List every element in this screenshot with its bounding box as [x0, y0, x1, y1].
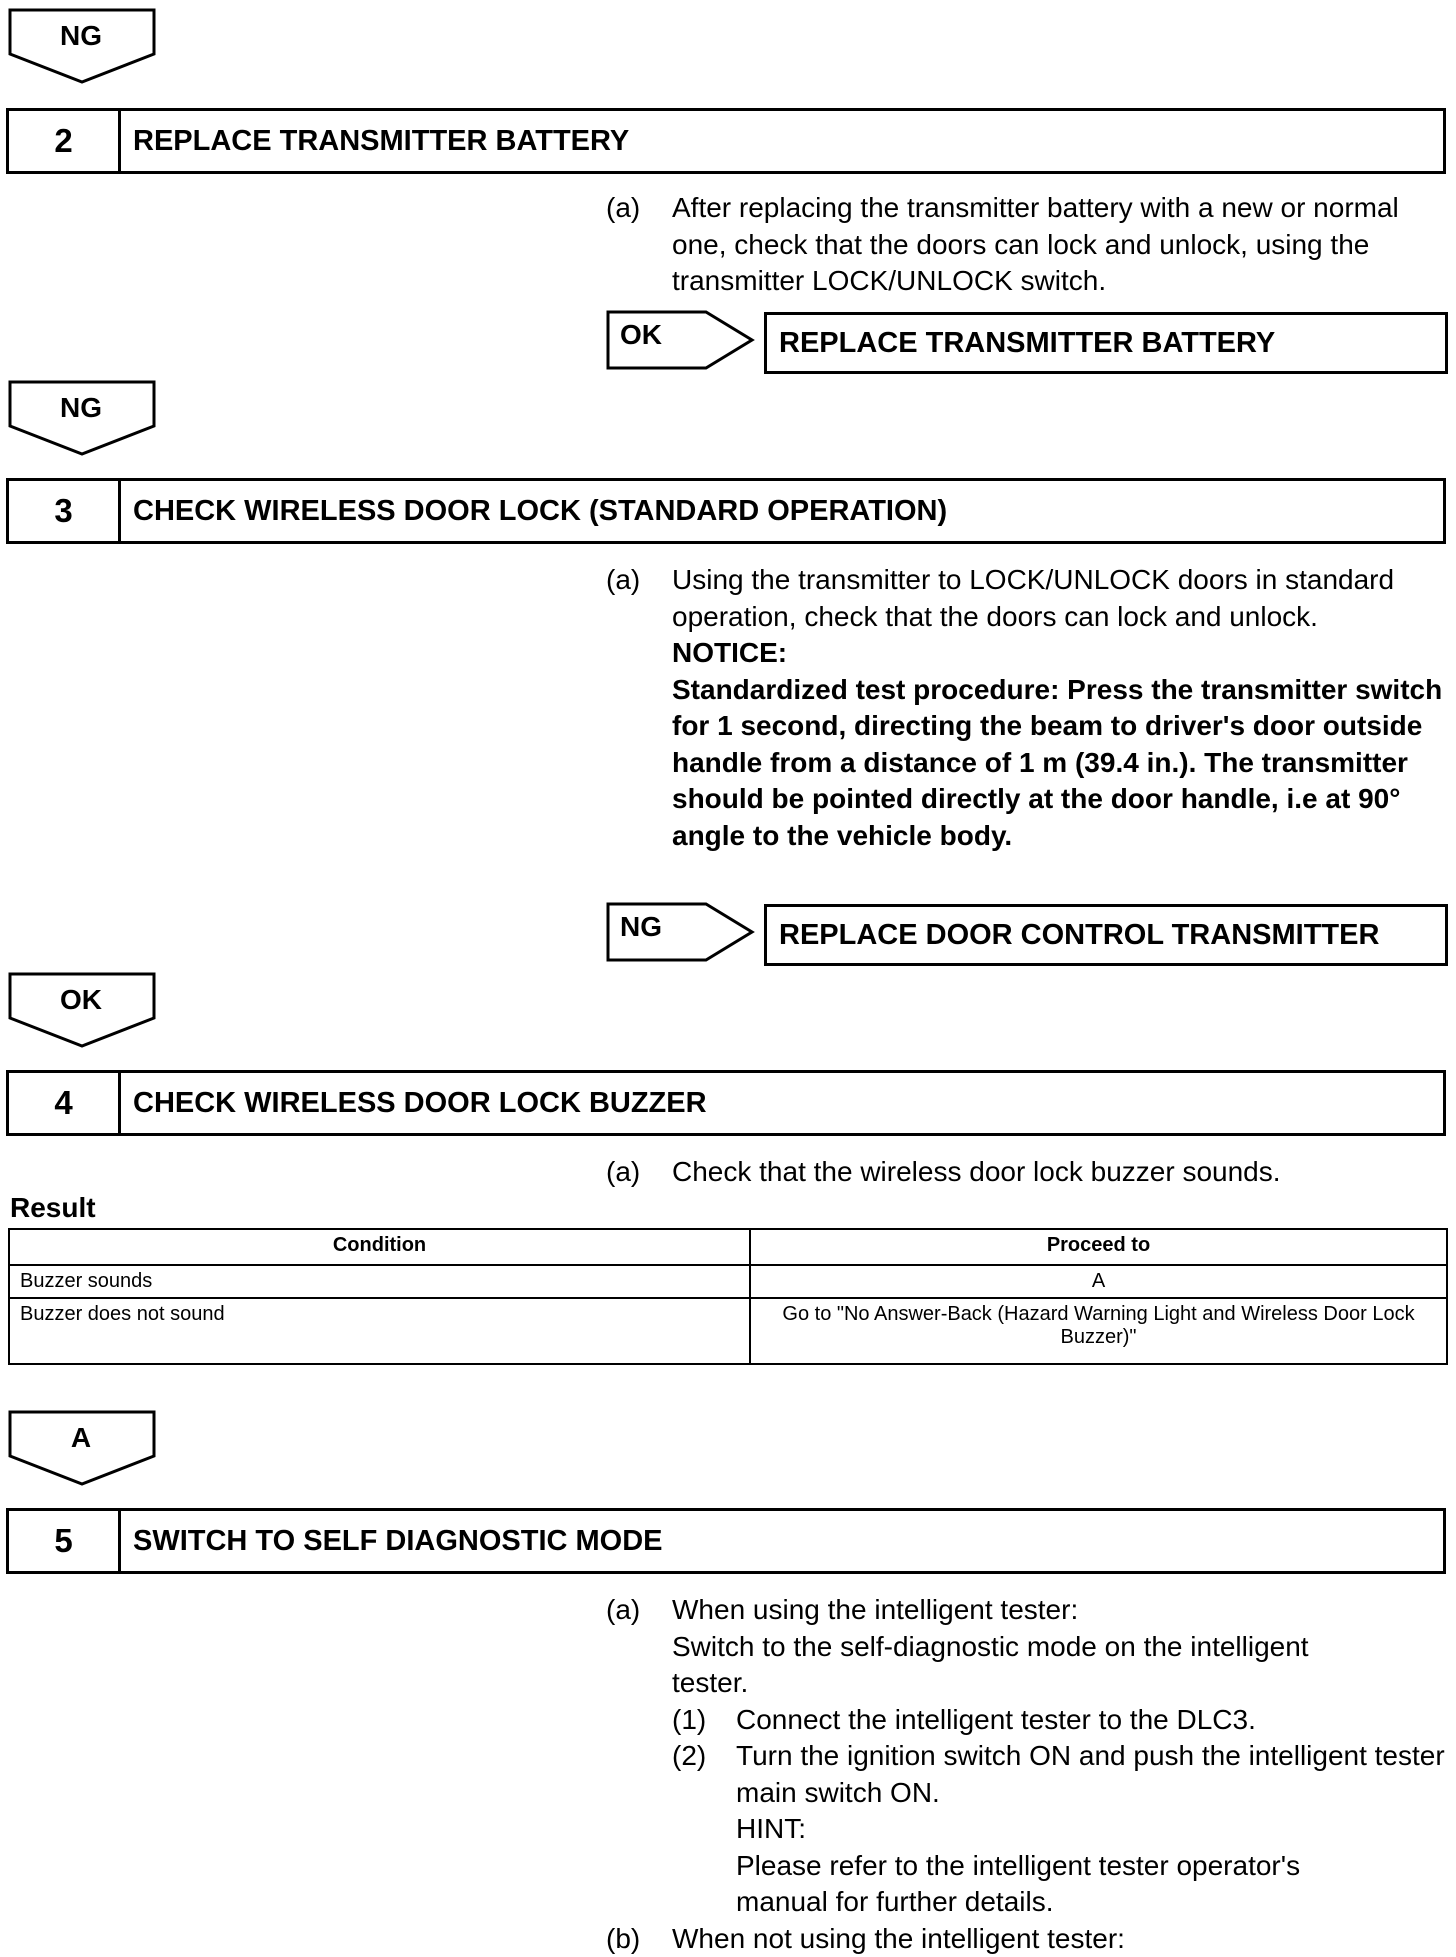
result-label: Result: [10, 1192, 96, 1224]
item-text: Check that the wireless door lock buzzer sounds.: [672, 1154, 1456, 1191]
step-title: REPLACE TRANSMITTER BATTERY: [121, 111, 1443, 171]
sub-text: Turn the ignition switch ON and push the intelligent tester main switch ON.: [736, 1738, 1446, 1811]
table-header-row: [9, 1229, 1447, 1265]
table-cell: Buzzer sounds: [9, 1265, 750, 1298]
flow-tag-ng-1: [8, 8, 156, 86]
sub-marker: (1): [672, 1702, 706, 1739]
notice-text: Standardized test procedure: Press the transmitter switch for 1 second, directing the beam to driver's door outside handle from a distance of 1 m (39.4 in.). The transmitter should be pointed directly at the door handle, i.e at 90° angle to the vehicle body.: [672, 672, 1456, 855]
step-2-ok-arrow: [606, 310, 756, 370]
step-3-instruction: [606, 562, 1456, 854]
step-3-header: [6, 478, 1446, 544]
item-text: Switch to the self-diagnostic mode on the intelligent tester.: [672, 1629, 1392, 1702]
hint-text: Please refer to the intelligent tester operator's manual for further details.: [736, 1848, 1376, 1921]
result-table: [8, 1228, 1448, 1365]
flow-tag-label: NG: [8, 392, 154, 424]
item-b: [606, 1921, 1456, 1957]
flow-tag-ng-2: [8, 380, 156, 458]
item-text: After replacing the transmitter battery with a new or normal one, check that the doors can lock and unlock, using the transmitter LOCK/UNLOCK switch.: [672, 190, 1432, 300]
item-marker: (a): [606, 1154, 640, 1191]
table-cell: Go to "No Answer-Back (Hazard Warning Light and Wireless Door Lock Buzzer)": [750, 1298, 1447, 1364]
step-3-result-box: REPLACE DOOR CONTROL TRANSMITTER: [764, 904, 1448, 966]
item-text: Using the transmitter to LOCK/UNLOCK doors in standard operation, check that the doors can lock and unlock.: [672, 562, 1402, 635]
table-cell: A: [750, 1265, 1447, 1298]
column-header: Proceed to: [750, 1229, 1447, 1265]
notice-label: NOTICE:: [672, 635, 1456, 672]
sub-text: Connect the intelligent tester to the DLC3.: [736, 1702, 1456, 1739]
step-title: CHECK WIRELESS DOOR LOCK (STANDARD OPERATION): [121, 481, 1443, 541]
sub-step-2: [606, 1738, 1456, 1921]
item-text: When using the intelligent tester:: [672, 1592, 1456, 1629]
item-text: When not using the intelligent tester:: [672, 1921, 1456, 1957]
arrow-tag-label: NG: [620, 911, 662, 943]
step-number: 4: [9, 1073, 121, 1133]
step-2-header: [6, 108, 1446, 174]
step-title: CHECK WIRELESS DOOR LOCK BUZZER: [121, 1073, 1443, 1133]
item-marker: (b): [606, 1921, 640, 1957]
step-5-header: [6, 1508, 1446, 1574]
step-4-instruction: [606, 1154, 1456, 1191]
step-2-instruction: [606, 190, 1456, 300]
sub-marker: (2): [672, 1738, 706, 1775]
table-cell: Buzzer does not sound: [9, 1298, 750, 1364]
step-number: 2: [9, 111, 121, 171]
sub-step-1: [606, 1702, 1456, 1739]
step-5-instruction: [606, 1592, 1456, 1957]
step-2-result-box: REPLACE TRANSMITTER BATTERY: [764, 312, 1448, 374]
column-header: Condition: [9, 1229, 750, 1265]
arrow-tag-label: OK: [620, 319, 662, 351]
table-row: [9, 1298, 1447, 1364]
flow-tag-label: A: [8, 1422, 154, 1454]
step-title: SWITCH TO SELF DIAGNOSTIC MODE: [121, 1511, 1443, 1571]
step-4-header: [6, 1070, 1446, 1136]
table-row: [9, 1265, 1447, 1298]
step-number: 5: [9, 1511, 121, 1571]
step-3-ng-arrow: [606, 902, 756, 962]
hint-label: HINT:: [736, 1811, 1456, 1848]
item-marker: (a): [606, 1592, 640, 1629]
item-marker: (a): [606, 190, 640, 227]
flow-tag-label: NG: [8, 20, 154, 52]
flow-tag-label: OK: [8, 984, 154, 1016]
step-number: 3: [9, 481, 121, 541]
flow-tag-a: [8, 1410, 156, 1488]
item-marker: (a): [606, 562, 640, 599]
flow-tag-ok: [8, 972, 156, 1050]
